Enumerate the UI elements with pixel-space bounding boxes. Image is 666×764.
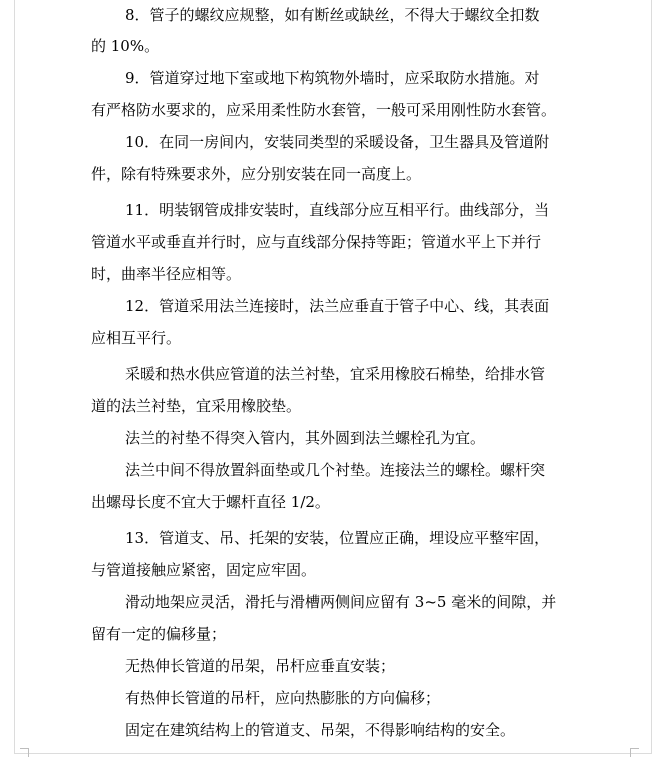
- paragraph-hanger-no-expansion: 无热伸长管道的吊架，吊杆应垂直安装；: [125, 657, 396, 675]
- paragraph-8-line-2: 的 10%。: [91, 37, 160, 55]
- margin-corner-mark-left: [20, 748, 29, 757]
- paragraph-sliding-support-line-1: 滑动地架应灵活，滑托与滑槽两侧间应留有 3~5 毫米的间隙，并: [125, 593, 557, 611]
- paragraph-flange-bolts-line-1: 法兰中间不得放置斜面垫或几个衬垫。连接法兰的螺栓。螺杆突: [125, 461, 546, 479]
- paragraph-9-line-2: 有严格防水要求的，应采用柔性防水套管，一般可采用刚性防水套管。: [91, 101, 557, 119]
- paragraph-hanger-with-expansion: 有热伸长管道的吊杆，应向热膨胀的方向偏移；: [125, 689, 441, 707]
- paragraph-12-line-1: 12．管道采用法兰连接时，法兰应垂直于管子中心、线，其表面: [125, 297, 550, 315]
- paragraph-11-line-3: 时，曲率半径应相等。: [91, 265, 242, 283]
- paragraph-8-line-1: 8．管子的螺纹应规整，如有断丝或缺丝，不得大于螺纹全扣数: [125, 6, 540, 24]
- paragraph-10-line-1: 10．在同一房间内，安装同类型的采暖设备，卫生器具及管道附: [125, 133, 550, 151]
- paragraph-10-line-2: 件，除有特殊要求外，应分别安装在同一高度上。: [91, 165, 422, 183]
- paragraph-flange-gasket-line-2: 道的法兰衬垫，宜采用橡胶垫。: [91, 397, 302, 415]
- paragraph-11-line-2: 管道水平或垂直并行时，应与直线部分保持等距；管道水平上下并行: [91, 233, 542, 251]
- paragraph-sliding-support-line-2: 留有一定的偏移量；: [91, 625, 227, 643]
- paragraph-13-line-1: 13．管道支、吊、托架的安装，位置应正确，埋设应平整牢固，: [125, 529, 550, 547]
- margin-corner-mark-right: [630, 748, 639, 757]
- paragraph-13-line-2: 与管道接触应紧密，固定应牢固。: [91, 561, 317, 579]
- paragraph-flange-gasket-line-1: 采暖和热水供应管道的法兰衬垫，宜采用橡胶石棉垫，给排水管: [125, 365, 546, 383]
- paragraph-12-line-2: 应相互平行。: [91, 329, 182, 347]
- paragraph-11-line-1: 11．明装钢管成排安装时，直线部分应互相平行。曲线部分，当: [125, 201, 550, 219]
- paragraph-flange-bolts-line-2: 出螺母长度不宜大于螺杆直径 1/2。: [91, 493, 330, 511]
- paragraph-gasket-position: 法兰的衬垫不得突入管内，其外圆到法兰螺栓孔为宜。: [125, 429, 486, 447]
- paragraph-9-line-1: 9．管道穿过地下室或地下构筑物外墙时，应采取防水措施。对: [125, 69, 540, 87]
- paragraph-fixed-support: 固定在建筑结构上的管道支、吊架，不得影响结构的安全。: [125, 721, 516, 739]
